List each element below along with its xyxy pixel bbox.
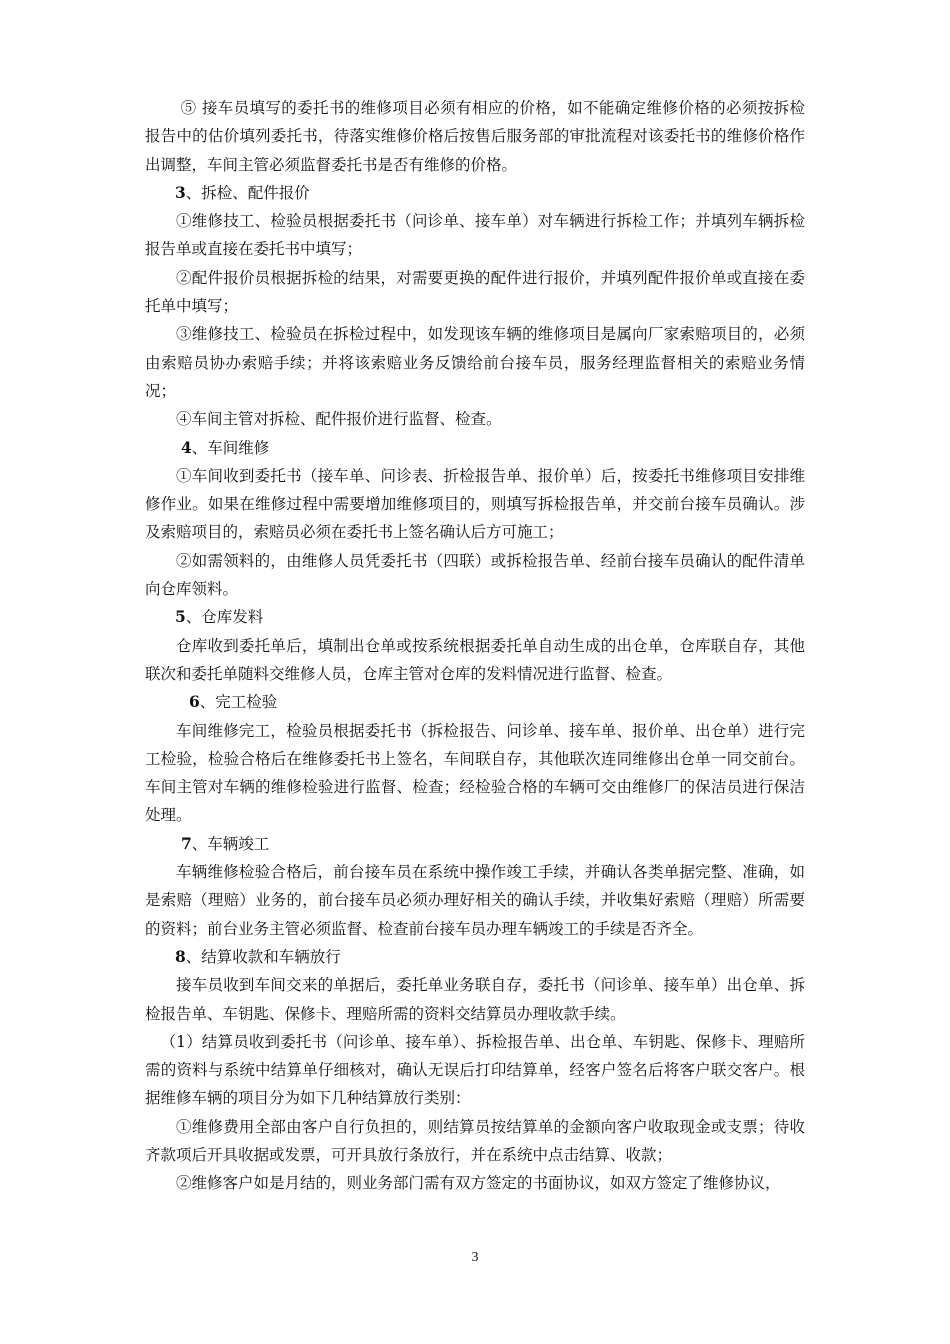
body-paragraph: ④车间主管对拆检、配件报价进行监督、检查。 (176, 410, 502, 429)
section-title: 、车间维修 (191, 438, 270, 457)
body-paragraph: 仓库收到委托单后，填制出仓单或按系统根据委托单自动生成的出仓单，仓库联自存，其他联次和委托单随料交维修人员，仓库主管对仓库的发料情况进行监督、检查。 (145, 636, 805, 683)
body-paragraph: ⑤ 接车员填写的委托书的维修项目必须有相应的价格，如不能确定维修价格的必须按拆检报告中的估价填列委托书，待落实维修价格后按售后服务部的审批流程对该委托书的维修价格作出调整，车间主管必须监督委托书是否有维修的价格。 (145, 99, 805, 174)
section-title: 、车辆竣工 (191, 834, 270, 853)
section-number: 4 (181, 437, 192, 457)
section-title: 、仓库发料 (185, 608, 264, 627)
document-body (145, 94, 805, 1198)
body-paragraph: 车辆维修检验合格后，前台接车员在系统中操作竣工手续，并确认各类单据完整、准确，如是索赔（理赔）业务的，前台接车员必须办理好相关的确认手续，并收集好索赔（理赔）所需要的资料；前台业务主管必须监督、检查前台接车员办理车辆竣工的手续是否齐全。 (145, 863, 805, 938)
body-paragraph: ②配件报价员根据拆检的结果，对需要更换的配件进行报价，并填列配件报价单或直接在委托单中填写； (145, 268, 805, 316)
section-heading (145, 830, 805, 858)
section-title: 、拆检、配件报价 (185, 183, 310, 202)
section-title: 、完工检验 (199, 693, 278, 712)
body-paragraph: ①维修技工、检验员根据委托书（问诊单、接车单）对车辆进行拆检工作；并填列车辆拆检报告单或直接在委托书中填写； (145, 212, 805, 259)
body-paragraph: 车间维修完工，检验员根据委托书（拆检报告、问诊单、接车单、报价单、出仓单）进行完工检验，检验合格后在维修委托书上签名，车间联自存，其他联次连同维修出仓单一同交前台。车间主管对车辆的维修检验进行监督、检查；经检验合格的车辆可交由维修厂的保洁员进行保洁处理。 (145, 721, 805, 825)
section-heading (145, 434, 805, 462)
section-number: 8 (175, 946, 186, 966)
body-paragraph: ②如需领料的，由维修人员凭委托书（四联）或拆检报告单、经前台接车员确认的配件清单向仓库领料。 (145, 551, 805, 599)
body-paragraph: ③维修技工、检验员在拆检过程中，如发现该车辆的维修项目是属向厂家索赔项目的，必须由索赔员协办索赔手续；并将该索赔业务反馈给前台接车员，服务经理监督相关的索赔业务情况； (145, 325, 805, 400)
section-heading (145, 603, 805, 631)
section-title: 、结算收款和车辆放行 (185, 947, 341, 966)
section-number: 3 (175, 182, 186, 202)
body-paragraph: 接车员收到车间交来的单据后，委托单业务联自存，委托书（问诊单、接车单）出仓单、拆检报告单、车钥匙、保修卡、理赔所需的资料交结算员办理收款手续。 (145, 976, 805, 1023)
page-number: 3 (471, 1250, 479, 1265)
section-number: 5 (175, 607, 186, 627)
body-paragraph: （1）结算员收到委托书（问诊单、接车单）、拆检报告单、出仓单、车钥匙、保修卡、理赔所需的资料与系统中结算单仔细核对，确认无误后打印结算单，经客户签名后将客户联交客户。根据维修车辆的项目分为如下几种结算放行类别： (145, 1032, 805, 1108)
section-number: 7 (181, 833, 192, 853)
body-paragraph: ①车间收到委托书（接车单、问诊表、折检报告单、报价单）后，按委托书维修项目安排维修作业。如果在维修过程中需要增加维修项目的，则填写拆检报告单，并交前台接车员确认。涉及索赔项目的，索赔员必须在委托书上签名确认后方可施工； (145, 466, 805, 542)
section-heading (145, 688, 805, 716)
section-heading (145, 179, 805, 207)
section-number: 6 (189, 692, 200, 712)
section-heading (145, 943, 805, 971)
body-paragraph: ②维修客户如是月结的，则业务部门需有双方签定的书面协议，如双方签定了维修协议， (176, 1174, 781, 1193)
body-paragraph: ①维修费用全部由客户自行负担的，则结算员按结算单的金额向客户收取现金或支票；待收齐款项后开具收据或发票，可开具放行条放行，并在系统中点击结算、收款； (145, 1117, 805, 1164)
